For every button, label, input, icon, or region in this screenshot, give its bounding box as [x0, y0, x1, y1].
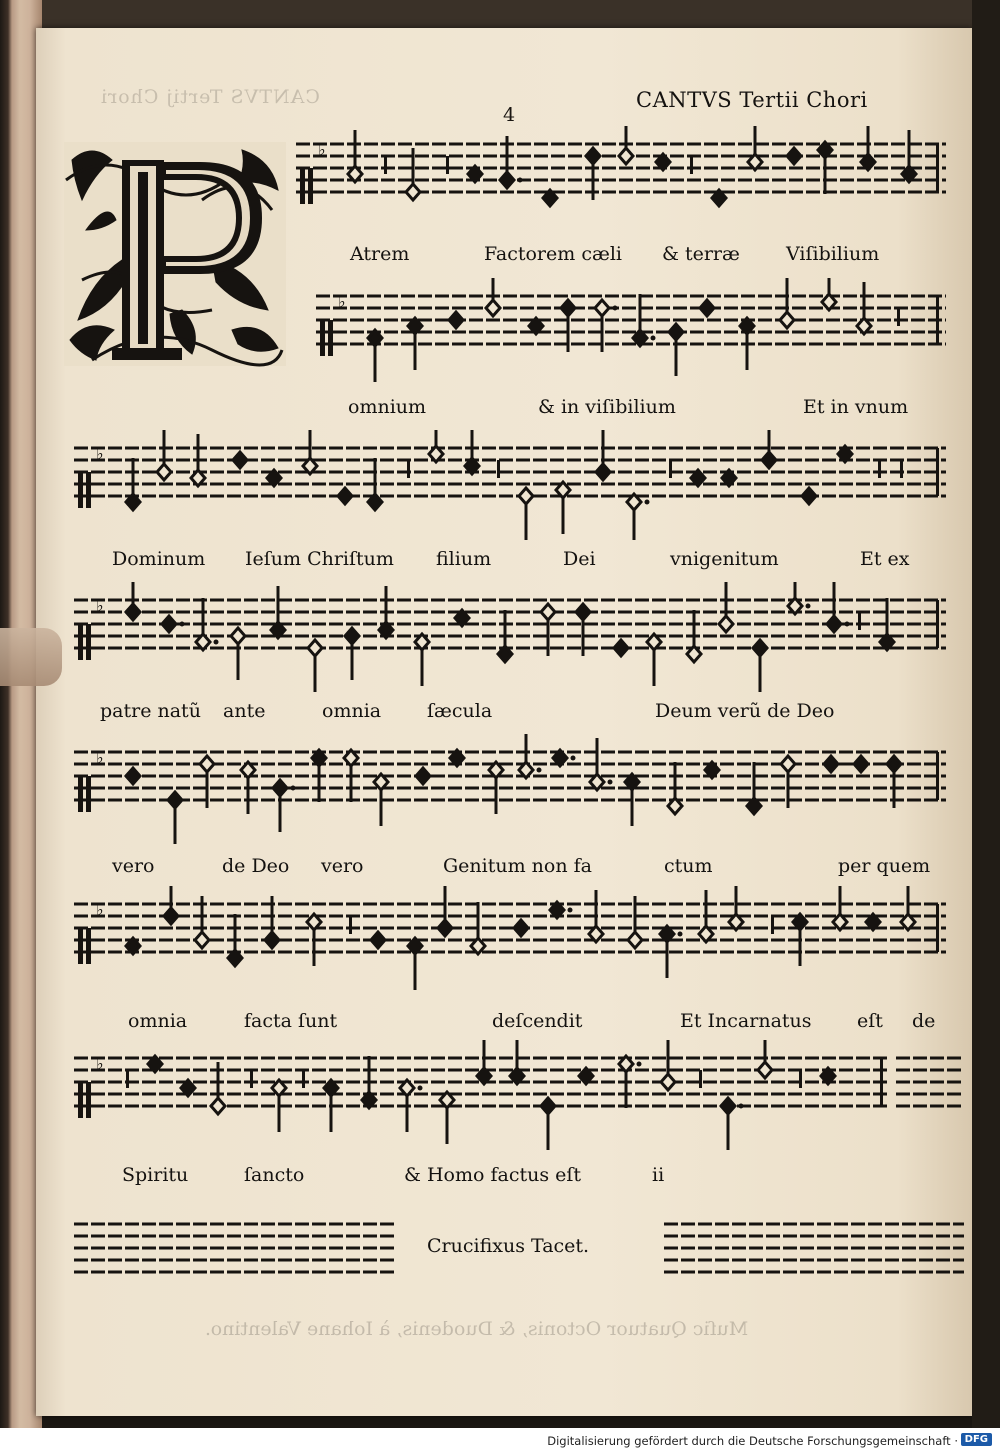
lyric: deſcendit	[492, 1010, 583, 1032]
lyric: Factorem cæli	[484, 243, 622, 265]
lyric: facta ſunt	[244, 1010, 338, 1032]
lyric: ctum	[664, 855, 713, 877]
lyric: vero	[112, 855, 155, 877]
lyric: Spiritu	[122, 1164, 189, 1186]
empty-staff-end	[0, 1040, 1000, 1150]
staff-6	[0, 886, 1000, 996]
top-shadow	[42, 0, 972, 28]
lyric: & Homo factus eſt	[404, 1164, 582, 1186]
lyric: vero	[321, 855, 364, 877]
lyric: ſæcula	[427, 700, 493, 722]
svg-text:♭: ♭	[96, 596, 104, 615]
show-through-head: CANTVS Tertij Chori	[100, 86, 320, 108]
funding-credit: Digitalisierung gefördert durch die Deutsche Forschungsgemeinschaft ·	[547, 1434, 958, 1448]
lyric: Dominum	[112, 548, 206, 570]
running-head: CANTVS Tertii Chori	[636, 88, 868, 112]
lyric: ii	[652, 1164, 665, 1186]
svg-text:♭: ♭	[96, 1054, 104, 1073]
staff-4	[0, 582, 1000, 692]
lyric: filium	[436, 548, 492, 570]
lyric: omnium	[348, 396, 427, 418]
lyric: de Deo	[222, 855, 290, 877]
lyric: eſt	[857, 1010, 883, 1032]
lyric: Dei	[563, 548, 596, 570]
lyric: Et Incarnatus	[680, 1010, 812, 1032]
svg-text:♭: ♭	[96, 748, 104, 767]
tacet-caption: Crucifixus Tacet.	[427, 1235, 590, 1257]
svg-text:♭: ♭	[96, 444, 104, 463]
lyric: Deum verũ de Deo	[655, 700, 835, 722]
staff-3	[0, 430, 1000, 540]
lyric: omnia	[128, 1010, 188, 1032]
lyric: ante	[223, 700, 266, 722]
lyric: Ieſum Chriſtum	[245, 548, 394, 570]
staff-2	[0, 278, 1000, 388]
lyric: de	[912, 1010, 936, 1032]
lyric: ſancto	[244, 1164, 305, 1186]
lyric: per quem	[838, 855, 931, 877]
dfg-logo: DFG	[961, 1433, 992, 1446]
lyric: vnigenitum	[670, 548, 779, 570]
page-number: 4	[503, 104, 516, 126]
lyric: Et in vnum	[803, 396, 909, 418]
lyric: Atrem	[350, 243, 410, 265]
lyric: Genitum non fa	[443, 855, 592, 877]
lyric: Et ex	[860, 548, 910, 570]
staff-5	[0, 734, 1000, 844]
svg-text:♭: ♭	[318, 140, 326, 159]
svg-text:♭: ♭	[96, 900, 104, 919]
lyric: & in viſibilium	[538, 396, 676, 418]
staff-1	[0, 126, 1000, 236]
lyric: & terræ	[662, 243, 740, 265]
digitization-footer	[0, 1428, 1000, 1455]
lyric: omnia	[322, 700, 382, 722]
lyric: Viſibilium	[786, 243, 880, 265]
lyric: patre natũ	[100, 700, 201, 722]
show-through-foot: Muſic Quatuor Octonis, & Duodenis, à Iohane Valentino.	[205, 1318, 749, 1340]
svg-text:♭: ♭	[338, 292, 346, 311]
